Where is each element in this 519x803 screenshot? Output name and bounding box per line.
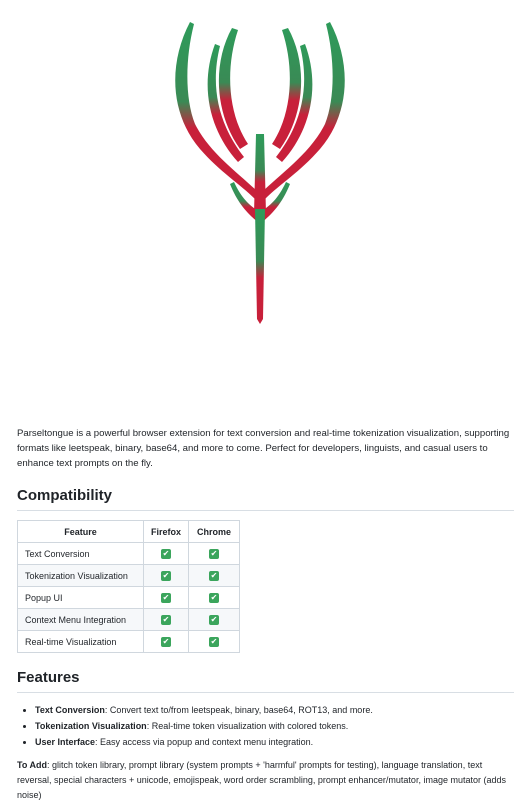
list-item: [35, 718, 514, 734]
intro-paragraph: Parseltongue is a powerful browser extension for text conversion and real-time tokenization visualization, supporting formats like leetspeak, binary, base64, and more to come. Perfect for developers, linguists, and casual users to enhance text prompts on the fly.: [17, 428, 510, 469]
feature-text: : Convert text to/from leetspeak, binary, base64, ROT13, and more.: [104, 705, 373, 715]
feature-cell: Tokenization Visualization: [18, 565, 144, 587]
check-icon: ✔: [210, 637, 218, 646]
table-row: [18, 565, 240, 587]
readme-content: [17, 426, 514, 803]
check-icon: ✔: [210, 615, 218, 624]
feature-cell: Popup UI: [18, 587, 144, 609]
parseltongue-logo-icon: [160, 14, 360, 324]
check-icon: ✔: [162, 637, 170, 646]
features-list: [17, 702, 514, 750]
features-heading: Features: [17, 669, 514, 693]
check-icon: ✔: [162, 593, 170, 602]
check-icon: ✔: [210, 593, 218, 602]
check-icon: ✔: [162, 571, 170, 580]
todo-text: : glitch token library, prompt library (system prompts + 'harmful' prompts for testing), language translation, text reversal, special characters + unicode, emojispeak, word order scrambling, prompt enhancer/mutator, image mutator (adds noise): [17, 760, 506, 800]
feature-cell: Text Conversion: [18, 543, 144, 565]
check-icon: ✔: [210, 549, 218, 558]
table-row: [18, 609, 240, 631]
table-header-row: [18, 521, 240, 543]
check-icon: ✔: [162, 549, 170, 558]
todo-label: To Add: [17, 760, 47, 770]
header-firefox: Firefox: [144, 521, 189, 543]
compatibility-heading: Compatibility: [17, 487, 514, 511]
todo-paragraph: [17, 758, 514, 803]
list-item: [35, 734, 514, 750]
table-row: [18, 543, 240, 565]
list-item: [35, 702, 514, 718]
feature-label: Text Conversion: [35, 705, 105, 715]
check-icon: ✔: [210, 571, 218, 580]
table-row: [18, 631, 240, 653]
feature-cell: Context Menu Integration: [18, 609, 144, 631]
header-chrome: Chrome: [189, 521, 240, 543]
table-row: [18, 587, 240, 609]
compatibility-table: [17, 520, 240, 653]
header-feature: Feature: [18, 521, 144, 543]
feature-label: User Interface: [35, 737, 96, 747]
feature-text: : Easy access via popup and context menu integration.: [95, 737, 314, 747]
feature-cell: Real-time Visualization: [18, 631, 144, 653]
feature-text: : Real-time token visualization with colored tokens.: [146, 721, 349, 731]
feature-label: Tokenization Visualization: [35, 721, 147, 731]
check-icon: ✔: [162, 615, 170, 624]
